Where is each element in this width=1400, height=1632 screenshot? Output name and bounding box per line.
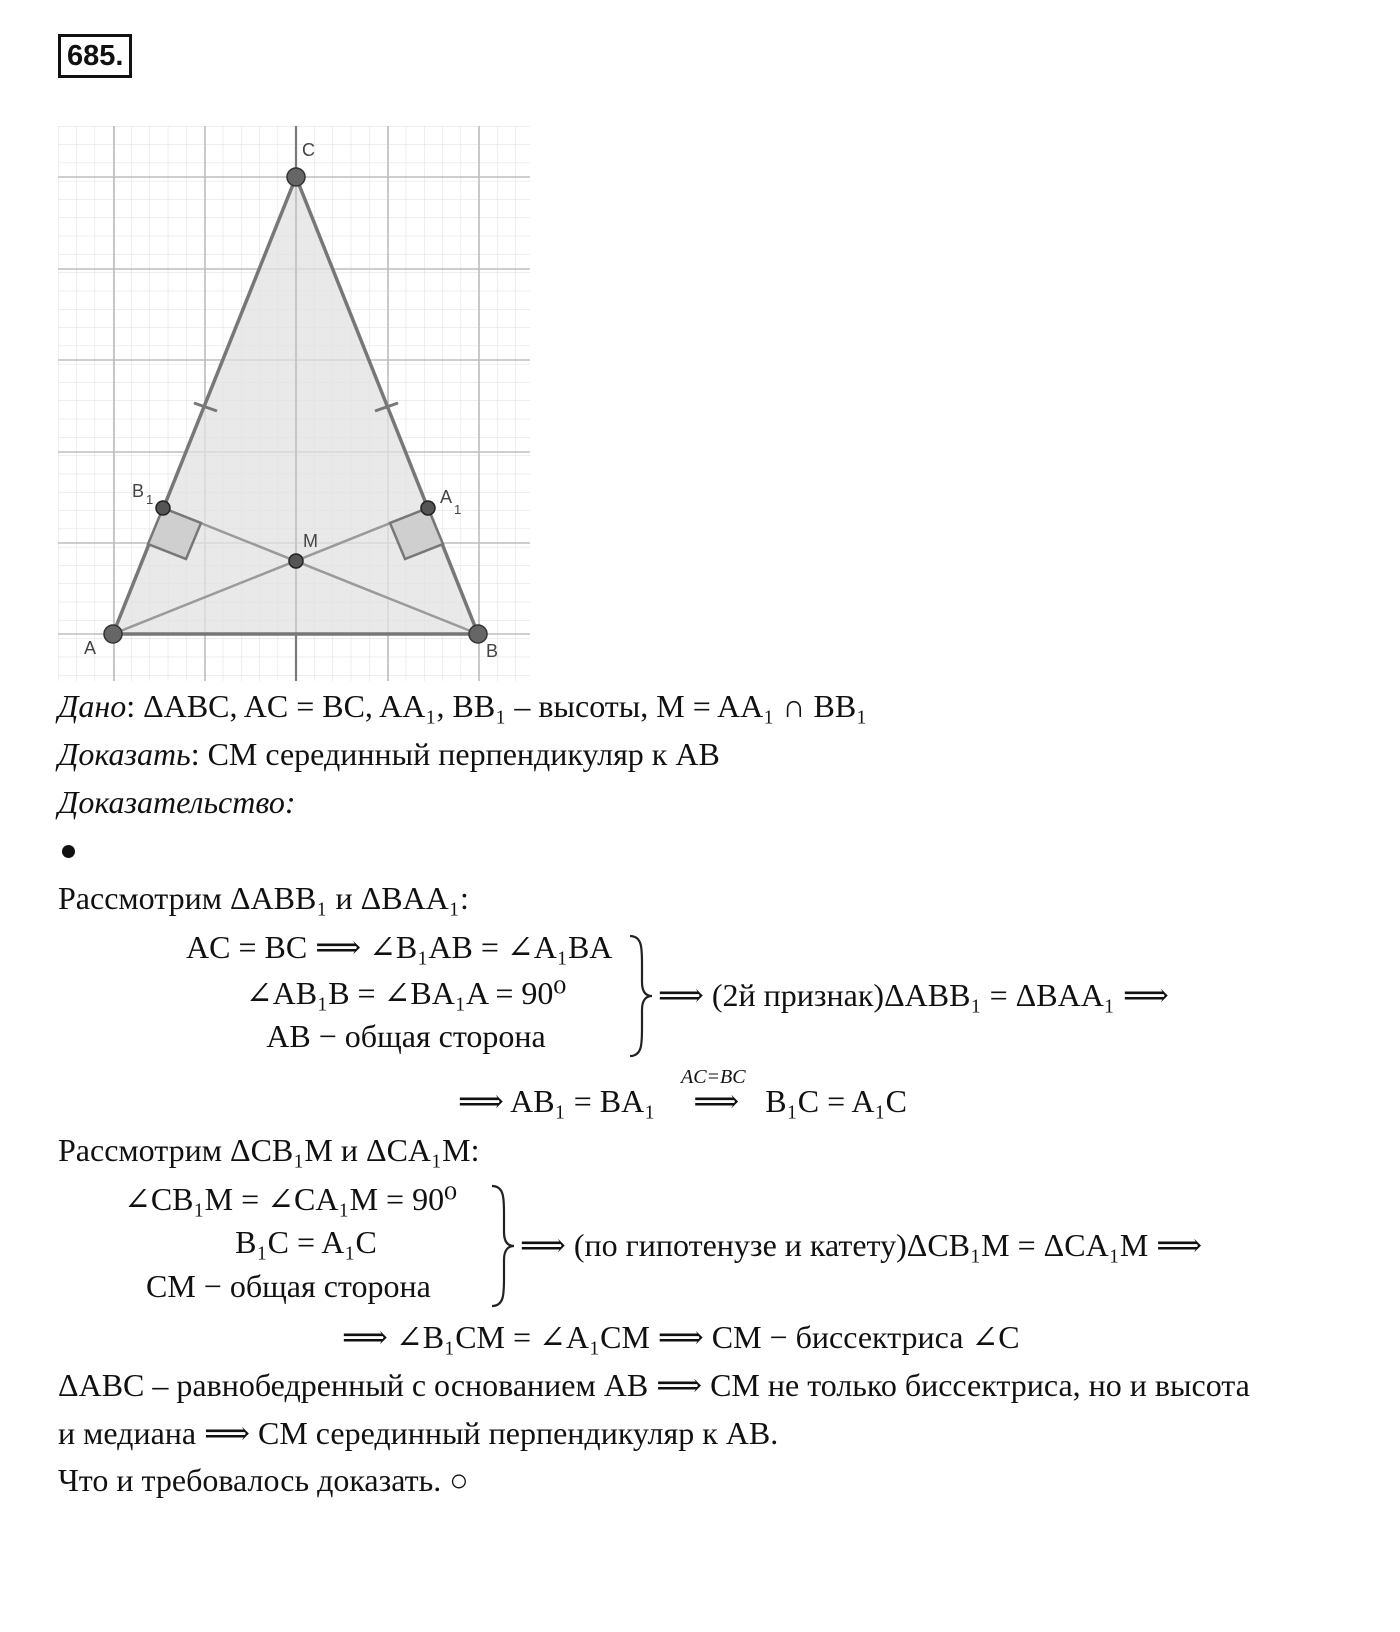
point-a1 [421,501,435,515]
label-b: B [486,641,499,661]
label-m: M [303,531,318,551]
conclusion-line2: и медиана ⟹ CM серединный перпендикуляр к AB. [58,1415,779,1451]
derivation-line1-end: B₁C = A₁C [765,1083,907,1119]
derivation-line1-start: ⟹ AB₁ = BA₁ [458,1083,656,1119]
proof-label: Доказательство: [58,784,296,820]
point-c [287,168,305,186]
bullet-marker [62,845,75,858]
derivation-line2: ⟹ ∠B₁CM = ∠A₁CM ⟹ CM − биссектриса ∠C [342,1319,1020,1355]
point-m [289,554,303,568]
implies-arrow-icon: ⟹ [693,1083,740,1119]
label-b1-sub: 1 [146,492,154,507]
prove-label: Доказать [58,736,191,772]
system2-brace [488,1184,518,1308]
conclusion-line1: ΔABC – равнобедренный с основанием AB ⟹ CM не только биссектриса, но и высота [58,1367,1250,1403]
system2-result: ⟹ (по гипотенузе и катету)ΔCB₁M = ΔCA₁M ⟹ [520,1227,1203,1263]
system2-line1: ∠CB₁M = ∠CA₁M = 90⁰ [124,1181,457,1217]
triangle-figure [58,126,538,686]
system2-line3: CM − общая сторона [146,1268,431,1304]
point-b [469,625,487,643]
consider-1: Рассмотрим ΔABB₁ и ΔBAA₁: [58,880,469,916]
label-c: C [302,140,315,160]
point-b1 [156,501,170,515]
system1-result: ⟹ (2й признак)ΔABB₁ = ΔBAA₁ ⟹ [658,977,1169,1013]
qed-line: Что и требовалось доказать. ○ [58,1462,469,1498]
arrow-over-label: AC=BC [681,1066,746,1088]
prove-line [58,736,720,773]
label-b1: B [132,481,145,501]
system1-line1: AC = BC ⟹ ∠B₁AB = ∠A₁BA [186,929,613,965]
given-text: : ΔABC, AC = BC, AA₁, BB₁ – высоты, M = AA₁ ∩ BB₁ [126,688,868,724]
label-a: A [84,638,97,658]
consider-2: Рассмотрим ΔCB₁M и ΔCA₁M: [58,1132,480,1168]
system1-line3: AB − общая сторона [266,1018,546,1054]
system2-line2: B₁C = A₁C [235,1224,377,1260]
label-a1: A [440,487,453,507]
label-a1-sub: 1 [454,502,462,517]
given-label: Дано [58,688,127,724]
given-line [58,688,867,725]
prove-text: : CM серединный перпендикуляр к AB [190,736,720,772]
system1-brace [626,934,656,1058]
derivation-line1 [458,1082,907,1120]
problem-number: 685. [58,34,132,78]
point-a [104,625,122,643]
system1-line2: ∠AB₁B = ∠BA₁A = 90⁰ [245,975,567,1011]
